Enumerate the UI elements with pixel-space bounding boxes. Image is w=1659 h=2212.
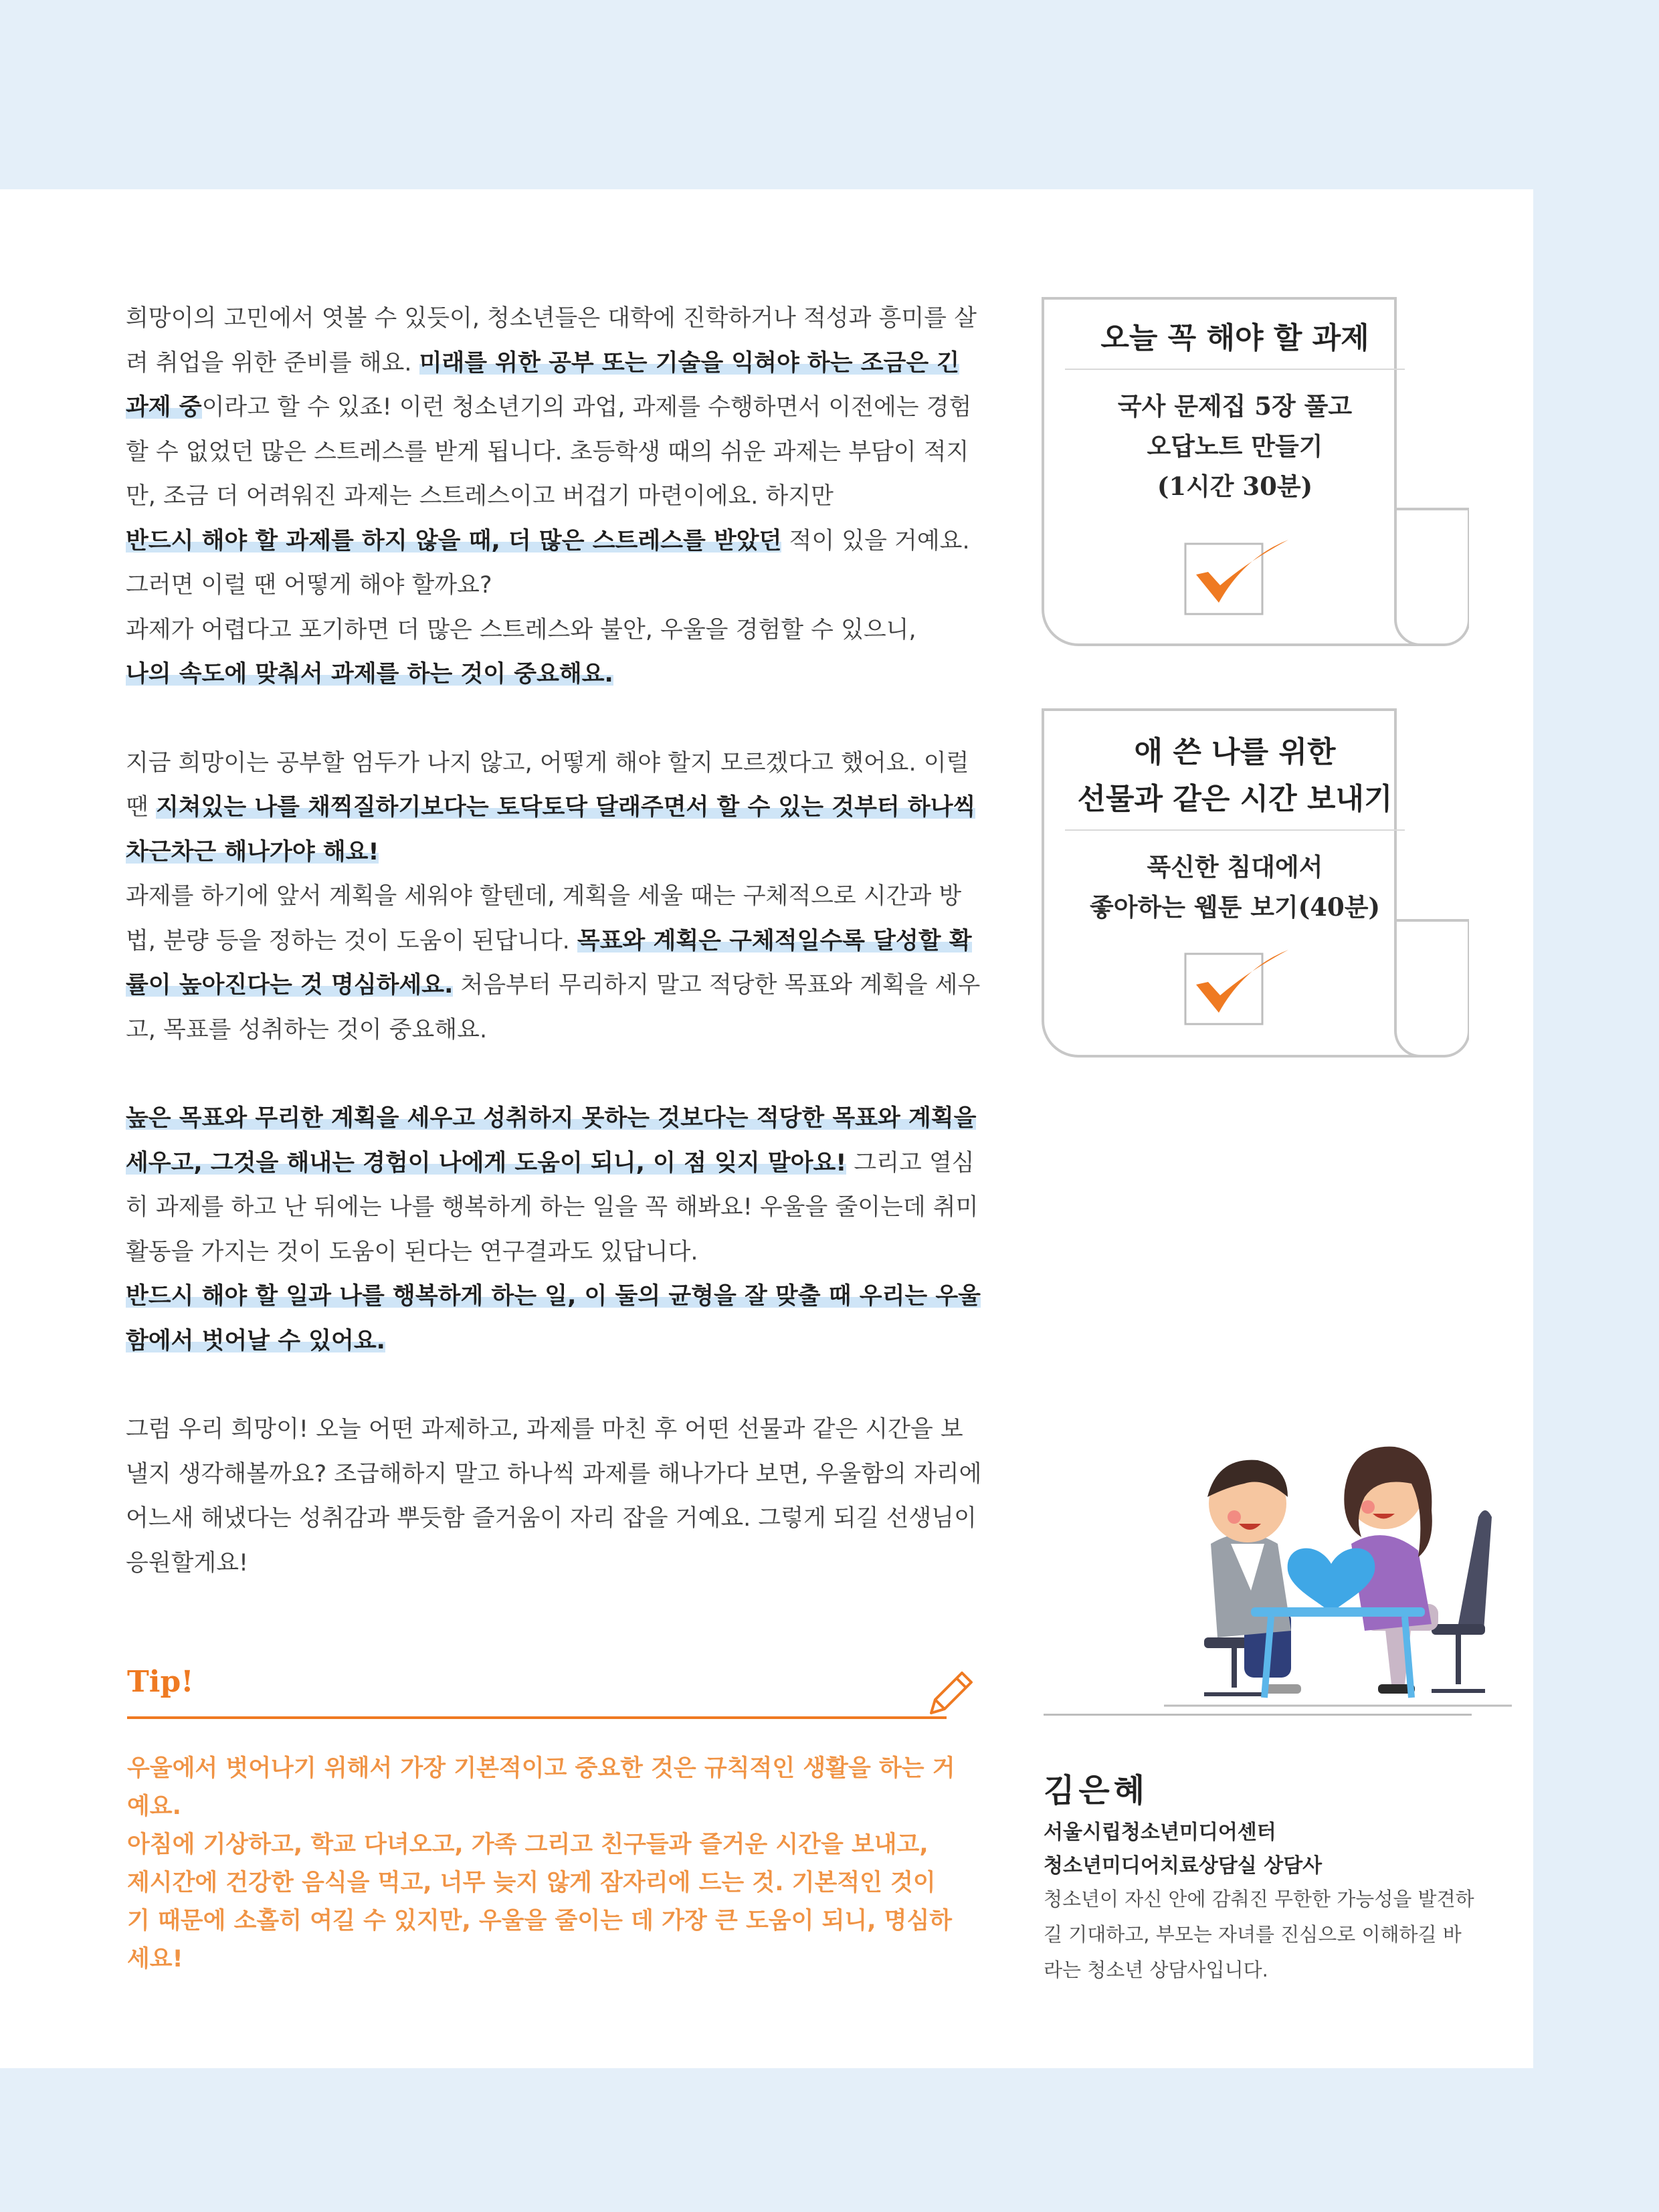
paragraph (126, 741, 982, 875)
highlighted-text: 지쳐있는 나를 채찍질하기보다는 토닥토닥 달래주면서 할 수 있는 것부터 하나씩 차근차근 해나가야 해요! (126, 794, 976, 866)
tip-body (127, 1750, 957, 1979)
highlighted-text: 나의 속도에 맞춰서 과제를 하는 것이 중요해요. (126, 661, 613, 688)
paragraph (126, 652, 982, 697)
gift-time-card (1041, 708, 1469, 1069)
body-text-run: 그리고 열심히 과제를 하고 난 뒤에는 나를 행복하게 하는 일을 꼭 해봐요! 우울을 줄이는데 취미활동을 가지는 것이 도움이 된다는 연구결과도 있답니다. (126, 1149, 979, 1266)
card-title: 선물과 같은 시간 보내기 (1077, 782, 1393, 816)
paragraph (126, 519, 982, 564)
paragraph (126, 608, 982, 653)
pencil-icon (924, 1666, 978, 1720)
article-body (126, 296, 982, 1585)
author-affiliation (1044, 1816, 1322, 1883)
body-text-run: 그럼 우리 희망이! 오늘 어떤 과제하고, 과제를 마친 후 어떤 선물과 같은 시간을 보낼지 생각해볼까요? 조급해하지 말고 하나씩 과제를 해나가다 보면, 우울함의 자리에 어느새 해냈다는 성취감과 뿌듯함 즐거움이 자리 잡을 거예요. 그렇게 되길 선생님이 응원할게요! (126, 1416, 982, 1577)
body-text-run: 지금 희망이는 공부할 엄두가 나지 않고, 어떻게 해야 할지 모르겠다고 했어요. 이럴 땐 (126, 749, 969, 821)
highlighted-text: 높은 목표와 무리한 계획을 세우고 성취하지 못하는 것보다는 적당한 목표와 계획을 세우고, 그것을 해내는 경험이 나에게 도움이 되니, 이 점 잊지 말아요! (126, 1105, 977, 1177)
paragraph (126, 874, 982, 1052)
card-title: 애 쓴 나를 위한 (1134, 735, 1336, 769)
body-text-run: 처음부터 무리하지 말고 적당한 목표와 계획을 세우고, 목표를 성취하는 것이 중요해요. (126, 972, 981, 1043)
body-text-run: 적이 있을 거예요. (781, 527, 970, 555)
tip-line: 우울에서 벗어나기 위해서 가장 기본적이고 중요한 것은 규칙적인 생활을 하는 거예요. (127, 1755, 955, 1820)
highlighted-text: 반드시 해야 할 과제를 하지 않을 때, 더 많은 스트레스를 받았던 (126, 527, 782, 555)
check-icon (1179, 530, 1292, 617)
card-title: 오늘 꼭 해야 할 과제 (1100, 321, 1369, 355)
author-divider (1044, 1714, 1472, 1716)
paragraph (126, 563, 982, 608)
check-icon (1179, 940, 1292, 1027)
card-body-line: 좋아하는 웹툰 보기(40분) (1090, 892, 1380, 922)
highlighted-text: 미래를 위한 공부 또는 기술을 익혀야 하는 조금은 긴 과제 중 (126, 349, 960, 421)
body-text-run: 이라고 할 수 있죠! 이런 청소년기의 과업, 과제를 수행하면서 이전에는 경험할 수 없었던 많은 스트레스를 받게 됩니다. 초등학생 때의 쉬운 과제는 부담이 적지만, 조금 더 어려워진 과제는 스트레스이고 버겁기 마련이에요. 하지만 (126, 394, 972, 510)
card-body-line: 푹신한 침대에서 (1147, 852, 1323, 882)
author-description: 청소년이 자신 안에 감춰진 무한한 가능성을 발견하길 기대하고, 부모는 자녀를 진심으로 이해하길 바라는 청소년 상담사입니다. (1044, 1888, 1474, 1981)
paragraph (126, 296, 982, 519)
tip-line: 아침에 기상하고, 학교 다녀오고, 가족 그리고 친구들과 즐거운 시간을 보내고, 제시간에 건강한 음식을 먹고, 너무 늦지 않게 잠자리에 드는 것. 기본적인 것이기 때문에 소홀히 여길 수 있지만, 우울을 줄이는 데 가장 큰 도움이 되니, 명심하세요! (127, 1831, 953, 1973)
article-page (0, 189, 1533, 2068)
highlighted-text: 목표와 계획은 구체적일수록 달성할 확률이 높아진다는 것 명심하세요. (126, 927, 972, 999)
tip-title: Tip! (127, 1665, 194, 1699)
card-body-line: (1시간 30분) (1157, 472, 1313, 501)
card-body-line: 국사 문제집 5장 풀고 (1117, 391, 1353, 421)
author-name: 김은혜 (1044, 1772, 1149, 1809)
card-body-line: 오답노트 만들기 (1147, 431, 1323, 461)
tip-divider (127, 1716, 947, 1719)
author-org-line: 서울시립청소년미디어센터 (1044, 1821, 1276, 1844)
paragraph (126, 1407, 982, 1585)
author-org-line: 청소년미디어치료상담실 상담사 (1044, 1854, 1323, 1878)
highlighted-text: 반드시 해야 할 일과 나를 행복하게 하는 일, 이 둘의 균형을 잘 맞출 때 우리는 우울함에서 벗어날 수 있어요. (126, 1283, 981, 1354)
paragraph (126, 1096, 982, 1274)
todo-card (1041, 296, 1469, 658)
paragraph (126, 1274, 982, 1363)
body-text-run: 과제가 어렵다고 포기하면 더 많은 스트레스와 불안, 우울을 경험할 수 있으니, (126, 616, 916, 643)
body-text-run: 그러면 이럴 땐 어떻게 해야 할까요? (126, 572, 492, 599)
body-text-run: 과제를 하기에 앞서 계획을 세워야 할텐데, 계획을 세울 때는 구체적으로 시간과 방법, 분량 등을 정하는 것이 도움이 된답니다. (126, 883, 962, 954)
body-text-run: 희망이의 고민에서 엿볼 수 있듯이, 청소년들은 대학에 진학하거나 적성과 흥미를 살려 취업을 위한 준비를 해요. (126, 305, 977, 377)
counseling-illustration (1164, 1430, 1512, 1711)
